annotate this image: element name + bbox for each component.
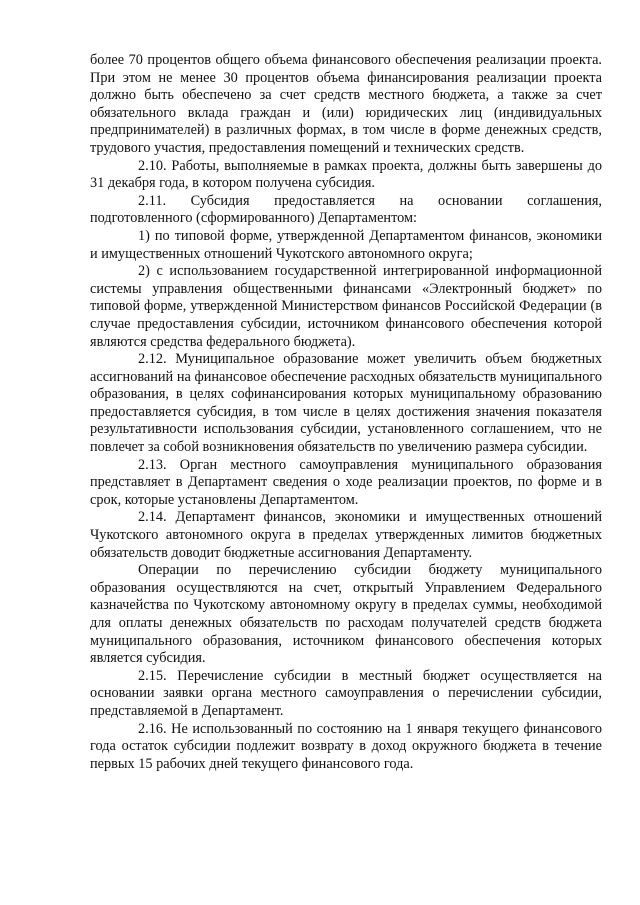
paragraph-2-15: 2.15. Перечисление субсидии в местный бюджет осуществляется на основании заявки органа местного самоуправления о перечислении субсидии, представляемой в Департамент. bbox=[90, 667, 602, 719]
paragraph-project-funding: более 70 процентов общего объема финансового обеспечения реализации проекта. При этом не менее 30 процентов объема финансирования реализации проекта должно быть обеспечено за счет средств местного бюджета, а также за счет обязательного вклада граждан и (или) юридических лиц (индивидуальных предпринимателей) в различных формах, в том числе в форме денежных средств, трудового участия, предоставления помещений и технических средств. bbox=[90, 52, 602, 156]
document-page bbox=[90, 52, 602, 773]
paragraph-2-10: 2.10. Работы, выполняемые в рамках проекта, должны быть завершены до 31 декабря года, в котором получена субсидия. bbox=[90, 157, 602, 192]
paragraph-2-16: 2.16. Не использованный по состоянию на 1 января текущего финансового года остаток субсидии подлежит возврату в доход окружного бюджета в течение первых 15 рабочих дней текущего финансового года. bbox=[90, 720, 602, 772]
paragraph-2-14-operations: Операции по перечислению субсидии бюджету муниципального образования осуществляются на счет, открытый Управлением Федерального казначейства по Чукотскому автономному округу в пределах суммы, необходимой для оплаты денежных обязательств по расходам получателей средств бюджета муниципального образования, источником финансового обеспечения которых является субсидия. bbox=[90, 562, 602, 667]
paragraph-2-11: 2.11. Субсидия предоставляется на основании соглашения, подготовленного (сформированного) Департаментом: bbox=[90, 192, 602, 227]
paragraph-2-11-item-1: 1) по типовой форме, утвержденной Департаментом финансов, экономики и имущественных отношений Чукотского автономного округа; bbox=[90, 227, 602, 262]
paragraph-2-13: 2.13. Орган местного самоуправления муниципального образования представляет в Департамент сведения о ходе реализации проектов, по форме и в срок, которые установлены Департаментом. bbox=[90, 456, 602, 508]
paragraph-2-12: 2.12. Муниципальное образование может увеличить объем бюджетных ассигнований на финансовое обеспечение расходных обязательств муниципального образования, в целях софинансирования которых муниципальному образованию предоставляется субсидия, в том числе в целях достижения значения показателя результативности использования субсидии, установленного соглашением, что не повлечет за собой возникновения обязательств по увеличению размера субсидии. bbox=[90, 351, 602, 456]
paragraph-2-11-item-2: 2) с использованием государственной интегрированной информационной системы управления общественными финансами «Электронный бюджет» по типовой форме, утвержденной Министерством финансов Российской Федерации (в случае предоставления субсидии, источником финансового обеспечения которой являются средства федерального бюджета). bbox=[90, 263, 602, 350]
paragraph-2-14: 2.14. Департамент финансов, экономики и имущественных отношений Чукотского автономного округа в пределах утвержденных лимитов бюджетных обязательств доводит бюджетные ассигнования Департаменту. bbox=[90, 509, 602, 561]
